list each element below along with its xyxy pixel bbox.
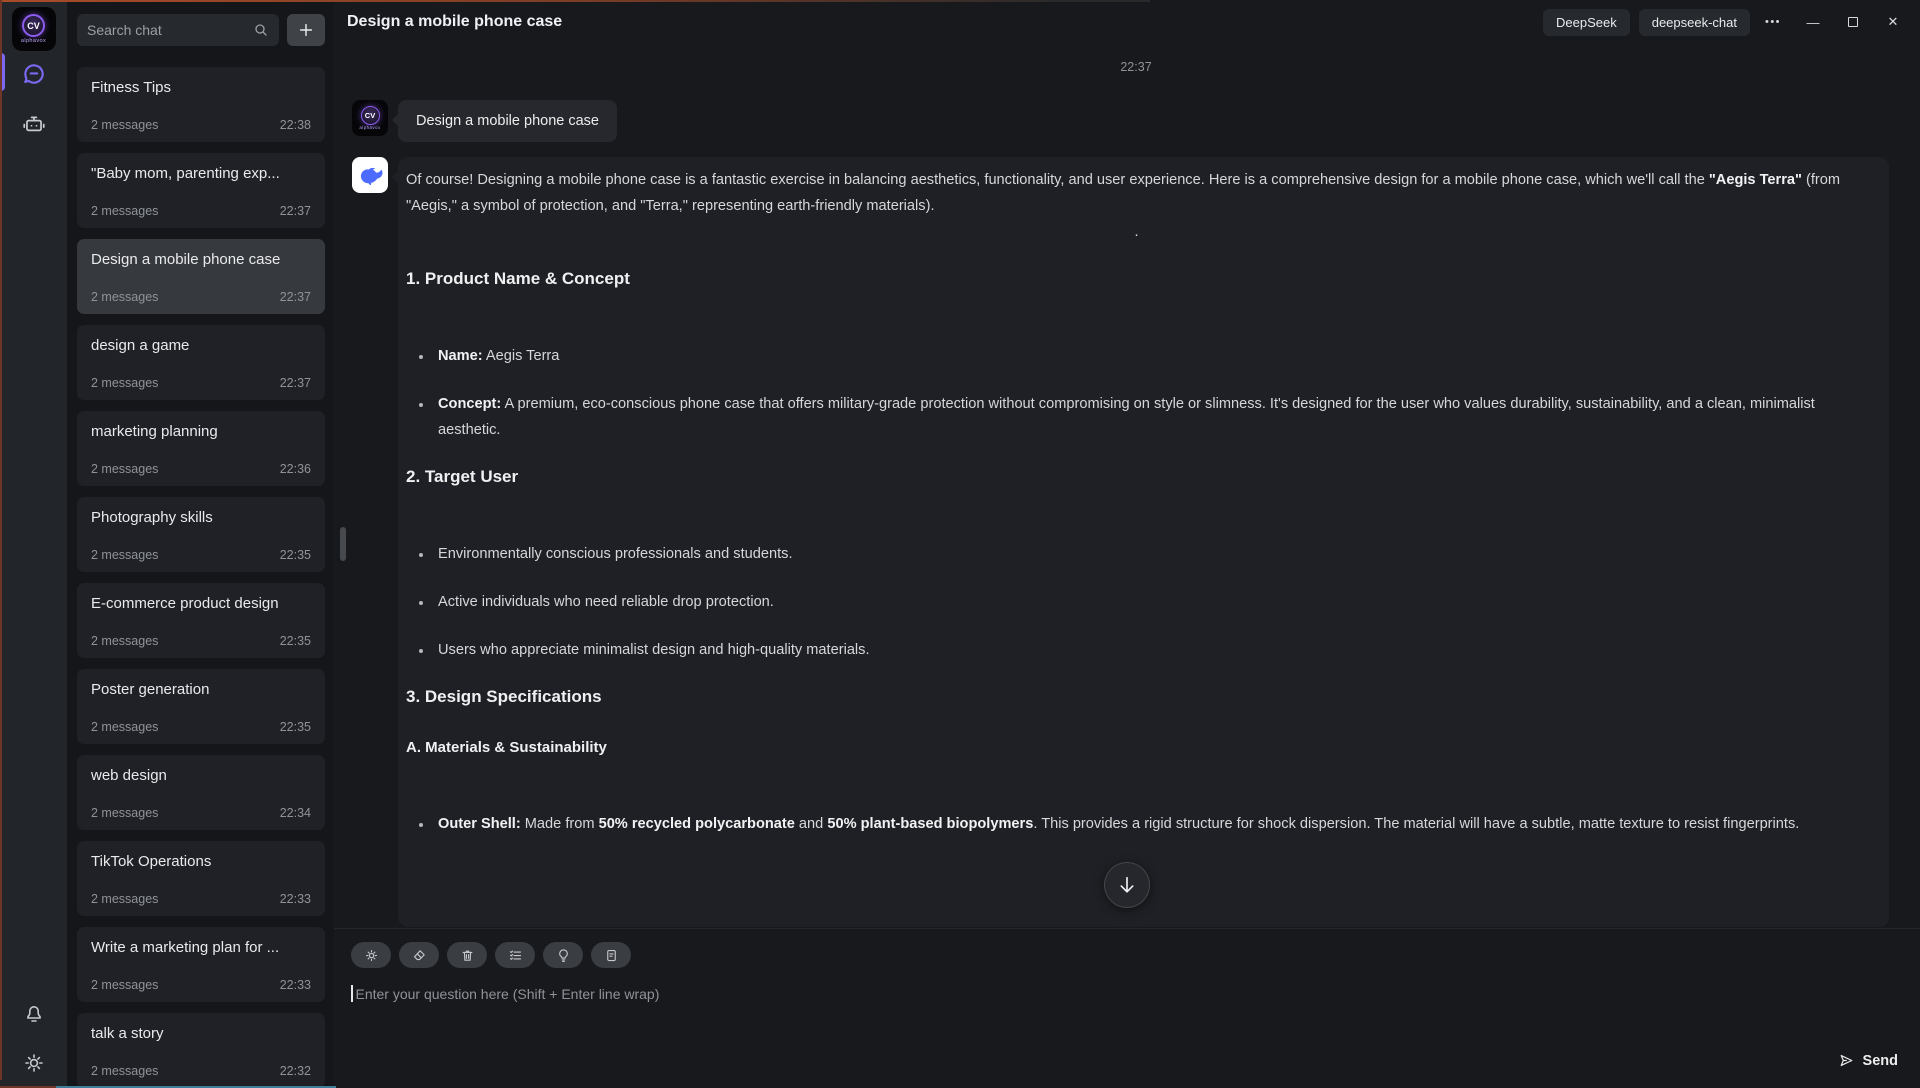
logo-subtext: alphavox: [359, 125, 381, 130]
message-timestamp: 22:37: [1120, 60, 1152, 74]
assistant-heading: A. Materials & Sustainability: [406, 739, 607, 756]
chat-sidebar: [67, 0, 334, 1088]
assistant-paragraph: .: [1134, 224, 1139, 240]
assistant-bullet-item: • Environmentally conscious professionals and students.: [433, 541, 1867, 567]
chat-item-message-count: 2 messages: [91, 634, 159, 648]
chat-item-message-count: 2 messages: [91, 118, 159, 132]
chat-item-message-count: 2 messages: [91, 290, 159, 304]
assistant-bullet-item: • Concept: A premium, eco-conscious phone case that offers military-grade protection without compromising on style or slimness. It's designed for the user who values durability, sustainability, and a clean, minimalist aesthetic.: [433, 391, 1867, 443]
chat-list-item[interactable]: [77, 325, 325, 400]
chat-item-message-count: 2 messages: [91, 892, 159, 906]
model-badge[interactable]: deepseek-chat: [1639, 9, 1750, 36]
scroll-to-bottom-button[interactable]: [1104, 862, 1150, 908]
main-panel: [334, 0, 1920, 1088]
chat-item-meta: [91, 118, 311, 132]
chat-item-message-count: 2 messages: [91, 1064, 159, 1078]
assistant-message-row: [352, 157, 1920, 927]
composer-toolbar: [351, 942, 1920, 968]
chat-item-message-count: 2 messages: [91, 806, 159, 820]
assistant-bullet-item: • Users who appreciate minimalist design and high-quality materials.: [433, 637, 1867, 663]
chat-item-meta: [91, 376, 311, 390]
assistant-message-bubble: [398, 157, 1889, 927]
chat-item-title: Fitness Tips: [91, 79, 172, 96]
assistant-paragraph: Of course! Designing a mobile phone case is a fantastic exercise in balancing aesthetics, functionality, and user experience. Here is a comprehensive design for a mobile phone case, which we'll call the "Aegis Terra" (from "Aegis," a symbol of protection, and "Terra," representing earth-friendly materials).: [406, 172, 1841, 214]
user-message-bubble: Design a mobile phone case: [398, 100, 617, 142]
active-nav-indicator: [0, 53, 5, 91]
settings-gear-icon[interactable]: [22, 1051, 46, 1075]
chat-list-item[interactable]: [77, 497, 325, 572]
chat-scroll-area: [334, 44, 1920, 928]
chat-item-message-count: 2 messages: [91, 548, 159, 562]
chat-list-item[interactable]: [77, 411, 325, 486]
chat-list-item[interactable]: [77, 239, 325, 314]
chat-item-meta: [91, 634, 311, 648]
chat-item-title: "Baby mom, parenting exp...: [91, 165, 280, 182]
trash-icon[interactable]: [447, 942, 487, 968]
rail-bottom-group: [22, 1001, 46, 1088]
sidebar-resize-handle[interactable]: [340, 527, 346, 561]
document-icon[interactable]: [591, 942, 631, 968]
send-button[interactable]: [1832, 1051, 1904, 1070]
chat-list-item[interactable]: [77, 1013, 325, 1088]
assistant-bullet-item: • Outer Shell: Made from 50% recycled polycarbonate and 50% plant-based biopolymers. This provides a rigid structure for shock dispersion. The material will have a subtle, matte texture to resist fingerprints.: [433, 811, 1867, 837]
chat-item-meta: [91, 978, 311, 992]
composer: [334, 928, 1920, 1088]
logo-cv-icon: CV: [22, 14, 45, 37]
chat-item-meta: [91, 806, 311, 820]
maximize-icon[interactable]: [1836, 7, 1870, 37]
app-rail: [0, 0, 67, 1088]
chat-item-time: 22:34: [279, 806, 311, 820]
chat-item-title: marketing planning: [91, 423, 218, 440]
chat-item-time: 22:32: [279, 1064, 311, 1078]
assistant-bullet-item: • Active individuals who need reliable drop protection.: [433, 589, 1867, 615]
message-input[interactable]: [351, 985, 1920, 1002]
chat-list-item[interactable]: [77, 755, 325, 830]
chat-item-meta: [91, 1064, 311, 1078]
chat-item-time: 22:35: [279, 548, 311, 562]
chat-item-message-count: 2 messages: [91, 978, 159, 992]
search-input[interactable]: [77, 14, 279, 46]
chat-item-meta: [91, 204, 311, 218]
user-avatar: [352, 100, 388, 136]
assistant-heading: 3. Design Specifications: [406, 687, 602, 706]
notifications-bell-icon[interactable]: [22, 1001, 46, 1025]
deepseek-whale-icon: [357, 162, 384, 189]
chat-item-title: E-commerce product design: [91, 595, 279, 612]
logo-subtext: alphavox: [20, 38, 47, 44]
chat-item-time: 22:33: [279, 892, 311, 906]
app-logo: [12, 7, 56, 51]
chat-item-title: web design: [91, 767, 167, 784]
assistant-bullet-list: [406, 811, 1867, 837]
chat-item-time: 22:33: [279, 978, 311, 992]
titlebar: [334, 0, 1920, 44]
chat-item-message-count: 2 messages: [91, 204, 159, 218]
chat-list-item[interactable]: [77, 841, 325, 916]
paper-plane-icon: [1838, 1052, 1855, 1069]
assistant-heading: 2. Target User: [406, 467, 519, 486]
checklist-icon[interactable]: [495, 942, 535, 968]
user-message-row: [352, 100, 1920, 142]
chat-item-title: Poster generation: [91, 681, 210, 698]
assistant-avatar: [352, 157, 388, 193]
page-title: Design a mobile phone case: [347, 13, 563, 30]
chat-item-meta: [91, 892, 311, 906]
chat-item-meta: [91, 462, 311, 476]
arrow-down-icon: [1116, 874, 1138, 896]
nav-robot-icon[interactable]: [21, 112, 47, 138]
new-chat-button[interactable]: [287, 14, 325, 46]
chat-item-time: 22:38: [279, 118, 311, 132]
chat-list: [67, 67, 334, 1078]
more-options-icon[interactable]: •••: [1756, 7, 1790, 37]
logo-cv-icon: CV: [361, 106, 380, 125]
chat-item-meta: [91, 290, 311, 304]
lightbulb-icon[interactable]: [543, 942, 583, 968]
search-placeholder: Search chat: [87, 22, 162, 38]
chat-item-title: Design a mobile phone case: [91, 251, 281, 268]
chat-item-meta: [91, 548, 311, 562]
chat-item-message-count: 2 messages: [91, 720, 159, 734]
chat-item-title: TikTok Operations: [91, 853, 212, 870]
chat-list-item[interactable]: [77, 583, 325, 658]
chat-item-time: 22:37: [279, 204, 311, 218]
chat-item-time: 22:35: [279, 634, 311, 648]
chat-item-time: 22:37: [279, 376, 311, 390]
chat-item-meta: [91, 720, 311, 734]
chat-list-item[interactable]: [77, 67, 325, 142]
assistant-heading: 1. Product Name & Concept: [406, 269, 630, 288]
chat-item-message-count: 2 messages: [91, 462, 159, 476]
sidebar-search-row: [67, 14, 334, 46]
model-settings-gear-icon[interactable]: [351, 942, 391, 968]
nav-chat-icon[interactable]: [21, 61, 47, 87]
text-cursor: [351, 985, 353, 1002]
close-icon[interactable]: ✕: [1876, 7, 1910, 37]
assistant-bullet-item: • Name: Aegis Terra: [433, 343, 1867, 369]
chat-list-item[interactable]: [77, 153, 325, 228]
chat-item-title: Photography skills: [91, 509, 213, 526]
provider-badge[interactable]: DeepSeek: [1543, 9, 1630, 36]
chat-list-item[interactable]: [77, 927, 325, 1002]
chat-item-time: 22:36: [279, 462, 311, 476]
chat-item-title: talk a story: [91, 1025, 164, 1042]
chat-item-time: 22:37: [279, 290, 311, 304]
assistant-message-body: [406, 167, 1867, 837]
chat-item-message-count: 2 messages: [91, 376, 159, 390]
chat-item-title: design a game: [91, 337, 190, 354]
search-icon: [253, 22, 269, 38]
chat-item-title: Write a marketing plan for ...: [91, 939, 280, 956]
eraser-icon[interactable]: [399, 942, 439, 968]
assistant-bullet-list: [406, 541, 1867, 663]
input-placeholder: Enter your question here (Shift + Enter line wrap): [355, 985, 660, 1002]
plus-icon: [298, 22, 314, 38]
send-label: Send: [1862, 1052, 1898, 1069]
assistant-bullet-list: [406, 343, 1867, 443]
chat-list-item[interactable]: [77, 669, 325, 744]
minimize-icon[interactable]: —: [1796, 7, 1830, 37]
chat-item-time: 22:35: [279, 720, 311, 734]
